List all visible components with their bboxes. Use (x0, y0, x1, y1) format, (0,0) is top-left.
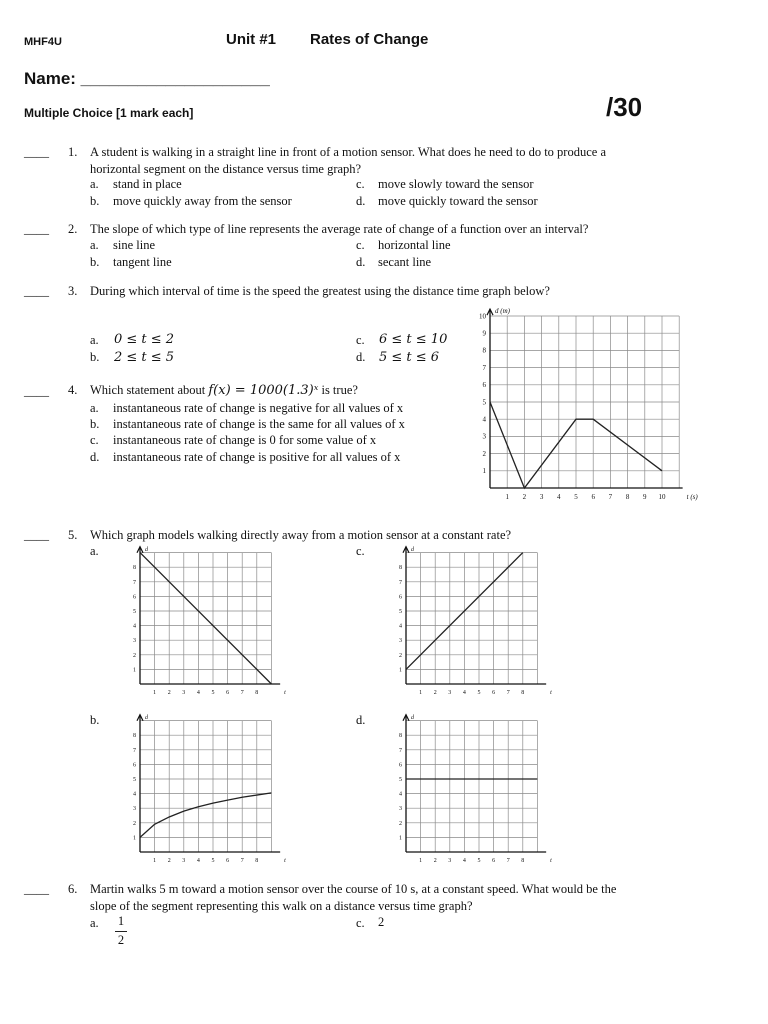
x-axis-label: t (s) (686, 493, 698, 501)
q6-option-c-letter: c. (356, 916, 365, 930)
y-tick-label: 8 (133, 565, 136, 572)
x-tick-label: 6 (492, 690, 496, 696)
y-tick-label: 2 (133, 820, 136, 827)
x-tick-label: 1 (505, 493, 509, 501)
q4-option-b-letter: b. (90, 417, 100, 431)
x-tick-label: 8 (625, 493, 630, 501)
x-tick-label: 4 (557, 493, 561, 501)
q4-option-c-letter: c. (90, 433, 99, 447)
y-tick-label: 4 (399, 623, 402, 630)
section-heading: Multiple Choice [1 mark each] (24, 106, 194, 120)
x-tick-label: 8 (255, 690, 259, 696)
x-axis-label: t (550, 858, 552, 864)
question-6-text-line2: slope of the segment representing this walk on a distance versus time graph? (90, 899, 473, 913)
q6-option-a-numerator: 1 (117, 914, 125, 928)
x-tick-label: 5 (477, 858, 481, 864)
q4-option-c: instantaneous rate of change is 0 for some value of x (113, 433, 377, 447)
y-tick-label: 8 (133, 733, 136, 740)
y-tick-label: 7 (133, 747, 136, 754)
data-series-line (140, 793, 271, 838)
y-tick-label: 8 (399, 565, 402, 572)
question-5-text: Which graph models walking directly away from a motion sensor at a constant rate? (90, 528, 512, 542)
answer-blank-q6: ____ (24, 882, 49, 896)
x-tick-label: 6 (591, 493, 595, 501)
q2-option-a-letter: a. (90, 238, 99, 252)
question-number-4: 4. (68, 383, 78, 397)
y-tick-label: 5 (482, 398, 486, 407)
question-6-text-line1: Martin walks 5 m toward a motion sensor over the course of 10 s, at a constant speed. What would be the (90, 882, 617, 896)
y-tick-label: 6 (482, 381, 486, 390)
x-tick-label: 6 (226, 858, 230, 864)
x-tick-label: 6 (492, 858, 496, 864)
y-tick-label: 5 (399, 777, 402, 783)
q3-option-c-letter: c. (356, 333, 365, 347)
q2-option-d: secant line (378, 255, 432, 269)
x-tick-label: 1 (419, 858, 423, 864)
question-number-3: 3. (68, 284, 78, 298)
q1-option-c: move slowly toward the sensor (378, 177, 534, 191)
answer-blank-q4: ____ (24, 384, 49, 398)
q2-option-b-letter: b. (90, 255, 100, 269)
x-tick-label: 2 (522, 493, 527, 501)
question-number-5: 5. (68, 528, 78, 542)
y-tick-label: 2 (399, 652, 402, 659)
y-axis-label: d (145, 714, 148, 721)
y-tick-label: 10 (479, 312, 486, 321)
y-tick-label: 8 (399, 733, 402, 740)
y-tick-label: 1 (133, 667, 136, 674)
q5-option-c-letter: c. (356, 544, 365, 558)
y-axis-label: d (145, 546, 148, 553)
y-axis-label: d (411, 546, 414, 553)
x-tick-label: 5 (574, 493, 578, 501)
q1-option-d: move quickly toward the sensor (378, 194, 538, 208)
q5-graph-d (394, 710, 552, 866)
x-tick-label: 3 (539, 493, 544, 501)
y-tick-label: 8 (482, 346, 486, 355)
x-axis-label: t (550, 690, 552, 696)
q4-option-d: instantaneous rate of change is positive for all values of x (113, 450, 401, 464)
y-tick-label: 7 (399, 747, 402, 754)
q2-option-b: tangent line (113, 255, 172, 269)
question-4-text (90, 382, 358, 399)
x-tick-label: 1 (153, 690, 157, 696)
y-tick-label: 9 (482, 329, 486, 338)
y-tick-label: 3 (482, 432, 486, 441)
x-tick-label: 6 (226, 690, 230, 696)
q5-option-a-letter: a. (90, 544, 99, 558)
y-tick-label: 2 (482, 449, 486, 458)
y-tick-label: 7 (133, 579, 136, 586)
y-tick-label: 2 (399, 820, 402, 827)
q5-option-d-letter: d. (356, 713, 366, 727)
q5-graph-a (128, 542, 286, 698)
question-number-2: 2. (68, 222, 78, 236)
x-axis-label: t (284, 690, 286, 696)
y-tick-label: 1 (399, 667, 402, 674)
q3-option-b: 2 ≤ t ≤ 5 (114, 350, 175, 365)
y-tick-label: 4 (399, 791, 402, 798)
x-tick-label: 2 (433, 858, 437, 864)
q6-option-a-letter: a. (90, 916, 99, 930)
total-score: /30 (606, 92, 643, 122)
q3-option-a: 0 ≤ t ≤ 2 (114, 332, 175, 347)
x-tick-label: 4 (196, 858, 200, 864)
answer-blank-q1: ____ (24, 145, 49, 159)
q1-option-c-letter: c. (356, 177, 365, 191)
question-number-6: 6. (68, 882, 78, 896)
q2-option-a: sine line (113, 238, 156, 252)
y-tick-label: 4 (133, 623, 136, 630)
y-tick-label: 6 (133, 594, 136, 601)
y-tick-label: 5 (133, 609, 136, 615)
y-tick-label: 7 (482, 363, 486, 372)
q3-option-c: 6 ≤ t ≤ 10 (379, 332, 448, 347)
q5-option-b-letter: b. (90, 713, 100, 727)
x-tick-label: 9 (643, 493, 647, 501)
y-tick-label: 3 (133, 806, 136, 813)
y-tick-label: 1 (133, 835, 136, 842)
q1-option-d-letter: d. (356, 194, 366, 208)
x-axis-label: t (284, 858, 286, 864)
answer-blank-q5: ____ (24, 528, 49, 542)
q2-option-c: horizontal line (378, 238, 451, 252)
q3-distance-time-graph (470, 300, 700, 510)
y-tick-label: 3 (399, 638, 402, 645)
x-tick-label: 7 (506, 858, 510, 864)
q4-option-a-letter: a. (90, 401, 99, 415)
x-tick-label: 5 (211, 858, 215, 864)
question-1-text-line1: A student is walking in a straight line in front of a motion sensor. What does he need to do to produce a (90, 145, 606, 159)
data-series-line (140, 553, 271, 684)
x-tick-label: 8 (521, 690, 525, 696)
y-axis-label: d (411, 714, 414, 721)
x-tick-label: 4 (462, 858, 466, 864)
q5-graph-b (128, 710, 286, 866)
q1-option-a-letter: a. (90, 177, 99, 191)
question-number-1: 1. (68, 145, 78, 159)
x-tick-label: 8 (521, 858, 525, 864)
x-tick-label: 1 (419, 690, 423, 696)
y-tick-label: 2 (133, 652, 136, 659)
y-tick-label: 6 (399, 594, 402, 601)
question-3-text: During which interval of time is the speed the greatest using the distance time graph below? (90, 284, 550, 298)
x-tick-label: 1 (153, 858, 157, 864)
answer-blank-q3: ____ (24, 284, 49, 298)
y-tick-label: 7 (399, 579, 402, 586)
x-tick-label: 7 (608, 493, 613, 501)
x-tick-label: 2 (433, 690, 437, 696)
question-2-text: The slope of which type of line represents the average rate of change of a function over an interval? (90, 222, 589, 236)
q2-option-d-letter: d. (356, 255, 366, 269)
x-tick-label: 2 (167, 690, 171, 696)
question-1-text-line2: horizontal segment on the distance versus time graph? (90, 162, 362, 176)
question-4-formula: f(x) = 1000(1.3)ˣ (208, 383, 319, 398)
course-code: MHF4U (24, 36, 62, 48)
x-tick-label: 7 (240, 690, 244, 696)
y-tick-label: 1 (399, 835, 402, 842)
q3-option-d-letter: d. (356, 350, 366, 364)
y-tick-label: 4 (482, 415, 486, 424)
x-tick-label: 7 (506, 690, 510, 696)
question-4-text-before: Which statement about (90, 383, 209, 397)
x-tick-label: 3 (182, 858, 186, 864)
y-tick-label: 5 (133, 777, 136, 783)
q3-option-b-letter: b. (90, 350, 100, 364)
q6-option-a-fraction-bar (115, 931, 127, 932)
q1-option-b: move quickly away from the sensor (113, 194, 292, 208)
y-tick-label: 4 (133, 791, 136, 798)
x-tick-label: 4 (196, 690, 200, 696)
question-4-text-after: is true? (318, 383, 358, 397)
x-tick-label: 10 (658, 493, 666, 501)
q4-option-a: instantaneous rate of change is negative for all values of x (113, 401, 404, 415)
x-tick-label: 4 (462, 690, 466, 696)
q6-option-c: 2 (378, 915, 385, 929)
unit-title: Rates of Change (310, 31, 429, 48)
name-field-label: Name: ____________________ (24, 69, 270, 88)
y-axis-label: d (m) (495, 307, 510, 316)
y-tick-label: 6 (133, 762, 136, 769)
q5-graph-c (394, 542, 552, 698)
x-tick-label: 5 (477, 690, 481, 696)
q6-option-a-denominator: 2 (117, 933, 125, 947)
y-tick-label: 6 (399, 762, 402, 769)
x-tick-label: 3 (448, 858, 452, 864)
y-tick-label: 3 (133, 638, 136, 645)
x-tick-label: 2 (167, 858, 171, 864)
x-tick-label: 7 (240, 858, 244, 864)
answer-blank-q2: ____ (24, 222, 49, 236)
unit-number: Unit #1 (226, 31, 277, 48)
q2-option-c-letter: c. (356, 238, 365, 252)
x-tick-label: 3 (182, 690, 186, 696)
q4-option-d-letter: d. (90, 450, 100, 464)
q4-option-b: instantaneous rate of change is the same for all values of x (113, 417, 405, 431)
y-tick-label: 1 (482, 467, 486, 476)
x-tick-label: 8 (255, 858, 259, 864)
q3-option-d: 5 ≤ t ≤ 6 (379, 350, 440, 365)
y-tick-label: 5 (399, 609, 402, 615)
q3-option-a-letter: a. (90, 333, 99, 347)
q1-option-b-letter: b. (90, 194, 100, 208)
q1-option-a: stand in place (113, 177, 182, 191)
x-tick-label: 3 (448, 690, 452, 696)
x-tick-label: 5 (211, 690, 215, 696)
y-tick-label: 3 (399, 806, 402, 813)
